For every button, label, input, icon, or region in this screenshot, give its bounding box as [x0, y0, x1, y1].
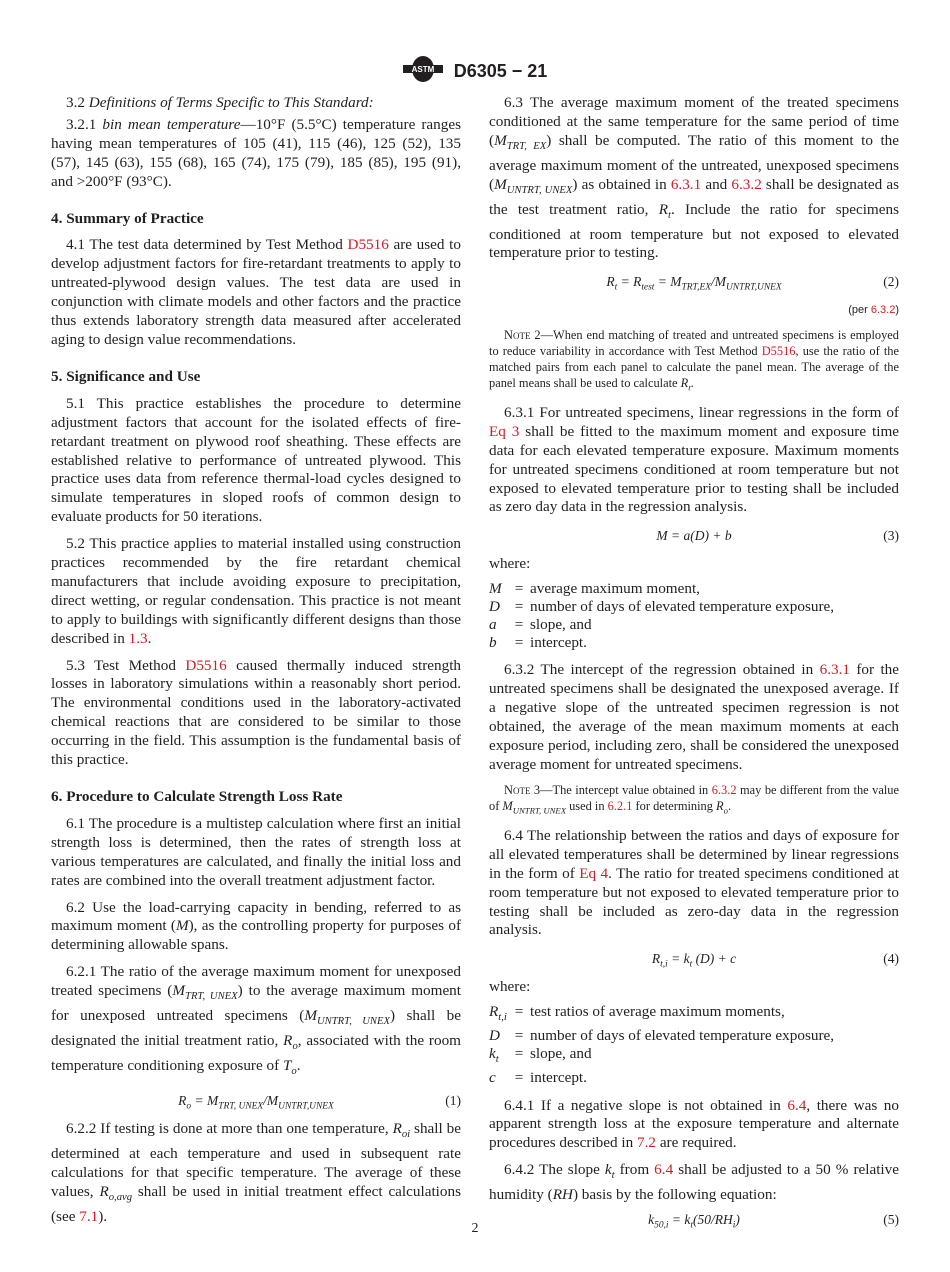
where-label: where: — [489, 555, 531, 573]
page-header — [0, 55, 950, 88]
link-6-3-2[interactable]: 6.3.2 — [731, 175, 762, 193]
section-6-heading: 6. Procedure to Calculate Strength Loss Rate — [51, 788, 343, 805]
definition-row: D = number of days of elevated temperature exposure, — [489, 598, 835, 616]
section-6-3-2: 6.3.2 The intercept of the regression obtained in 6.3.1 for the untreated specimens shall be designated the unexposed average. If a negative slope of the untreated specimen regression is not obtained, the average of the mean maximum moments at each exposure period, including zero, shall be considered the unexposed average moment for untreated specimens. — [489, 661, 900, 773]
note-3: Note 3—The intercept value obtained in 6.3.2 may be different from the value of $M_{UNTRT, UNEX}$ used in 6.2.1 for determining $R_o$. — [489, 782, 899, 816]
equation-2 — [489, 271, 899, 293]
link-7-1[interactable]: 7.1 — [79, 1207, 99, 1225]
equation-4-number: (4) — [883, 951, 899, 967]
equation-1-number: (1) — [445, 1092, 461, 1108]
link-6-3-1[interactable]: 6.3.1 — [819, 661, 850, 679]
per-reference: (per 6.3.2) — [848, 304, 899, 317]
section-6-3-1: 6.3.1 For untreated specimens, linear regressions in the form of Eq 3 shall be fitted to the maximum moment and exposure time data for each elevated temperature exposure. Maximum moments for untreated specimens conditioned at room temperature but not exposed to elevated temperature prior to testing shall be included as zero day data in the regression analysis. — [489, 403, 899, 516]
section-5-1: 5.1 This practice establishes the procedure to determine adjustment factors that account for the isolated effects of fire-retardant treatment on plywood roof sheathing. These effects are established relative to performance of untreated plywood. This practice uses data from reference thermal-load cycles designed to simulate temperatures in sloped roofs of common design to evaluate products for 50 iterations. — [51, 394, 461, 526]
link-6-4[interactable]: 6.4 — [654, 1161, 674, 1179]
equation-5-formula: $k_{50,i} = k_t(50/RH_i)$ — [648, 1212, 740, 1231]
document-designation: D6305 − 21 — [453, 61, 548, 81]
section-3-2-1: 3.2.1 bin mean temperature—10°F (5.5°C) temperature ranges having mean temperatures of 105 (41), 115 (46), 125 (52), 135 (57), 145 (63), 155 (68), 165 (74), 175 (79), 185 (85), 195 (91), and >200°F (93°C). — [51, 115, 461, 190]
equation-1 — [51, 1090, 461, 1112]
link-d5516[interactable]: D5516 — [347, 236, 389, 254]
equation-1-formula: $R_o = M_{TRT, UNEX}/M_{UNTRT,UNEX}$ — [178, 1092, 334, 1112]
section-6-4-2: 6.4.2 The slope $k_t$ from 6.4 shall be adjusted to a 50 % relative humidity (RH) basis by the following equation: — [489, 1161, 899, 1204]
definition-row: c = intercept. — [489, 1068, 587, 1086]
definition-row: $R_{t,i}$ = test ratios of average maximum moments, — [489, 1003, 785, 1024]
link-6-3-2[interactable]: 6.3.2 — [870, 304, 896, 317]
section-4-heading: 4. Summary of Practice — [51, 209, 204, 227]
link-6-3-2[interactable]: 6.3.2 — [711, 782, 737, 797]
equation-2-formula: $R_t = R_{test} = M_{TRT,EX}/M_{UNTRT,UNEX}$ — [606, 274, 782, 294]
equation-4-formula: $R_{t,i} = k_t$ (D) + c — [651, 951, 737, 971]
section-6-4-1: 6.4.1 If a negative slope is not obtained in 6.4, there was no apparent strength loss at the exposure temperature and alternate procedures described in 7.2 are required. — [489, 1096, 899, 1152]
definition-row: D = number of days of elevated temperature exposure, — [489, 1027, 835, 1045]
astm-logo-icon — [403, 55, 443, 88]
section-6-4: 6.4 The relationship between the ratios and days of exposure for all elevated temperatures shall be determined by linear regressions in the form of Eq 4. The ratio for treated specimens conditioned at room temperature but not exposed to elevated temperature prior to testing shall be included as zero-day data in the regression analysis. — [489, 826, 899, 939]
section-6-2-1: 6.2.1 The ratio of the average maximum moment for unexposed treated specimens $(M_{TRT, UNEX})$ to the average maximum moment for unexposed untreated specimens $(M_{UNTRT, UNEX})$ shall be designated the initial treatment ratio, $R_o$, associated with the room temperature conditioning exposure of $T_o$. — [51, 963, 461, 1077]
section-6-3: 6.3 The average maximum moment of the treated specimens conditioned at the same temperature for the same period of time $(M_{TRT, EX})$ shall be computed. The ratio of this moment to the average maximum moment of the untreated, unexposed specimens $(M_{UNTRT, UNEX})$ as obtained in 6.3.1 and 6.3.2 shall be designated as the test treatment ratio, $R_t$. Include the ratio for specimens conditioned at room temperature but not exposed to elevated temperature prior to testing. — [489, 94, 900, 262]
link-6-2-1[interactable]: 6.2.1 — [607, 798, 633, 813]
section-5-heading: 5. Significance and Use — [51, 367, 201, 385]
link-d5516[interactable]: D5516 — [185, 656, 227, 674]
definition-row: a = slope, and — [489, 615, 592, 633]
link-6-3-1[interactable]: 6.3.1 — [670, 175, 702, 193]
link-6-4[interactable]: 6.4 — [787, 1096, 807, 1114]
section-5-2: 5.2 This practice applies to material installed using construction practices recommended by the fire retardant chemical manufacturers that include avoiding exposure to precipitation, direct wetting, or regular condensation. This practice is not meant to apply to buildings with significantly different designs than those described in 1.3. — [51, 535, 461, 647]
definition-row: $k_t$ = slope, and — [489, 1044, 592, 1065]
note-2: Note 2—When end matching of treated and untreated specimens is employed to reduce variability in accordance with Test Method D5516, use the ratio of the matched pairs from each panel to calculate the panel mean. The average of the panel means shall be used to calculate $R_t$. — [489, 328, 900, 393]
where-label: where: — [489, 978, 531, 996]
section-6-1: 6.1 The procedure is a multistep calculation where first an initial strength loss is determined, then the rates of strength loss at various temperatures are calculated, and finally the initial loss and rates are combined into the overall treatment adjustment factor. — [51, 814, 461, 889]
link-7-2[interactable]: 7.2 — [637, 1134, 657, 1152]
definition-list-2 — [489, 1003, 899, 1086]
section-5-3: 5.3 Test Method D5516 caused thermally induced strength losses in laboratory simulations within a reasonably short period. The environmental conditions used in the laboratory-activated chemical reactions that are considered to be similar to those occurring in the field. This assumption is the fundamental basis of this practice. — [51, 656, 462, 769]
section-3-2: 3.2 Definitions of Terms Specific to This Standard: — [66, 94, 374, 111]
definition-row: b = intercept. — [489, 633, 587, 651]
link-1-3[interactable]: 1.3 — [128, 629, 148, 647]
section-6-2-2: 6.2.2 If testing is done at more than one temperature, $R_{oi}$ shall be determined at each temperature and used in subsequent rate calculations for that specific temperature. The average of these values, $R_{o,avg}$ shall be used in initial treatment effect calculations (see 7.1). — [51, 1119, 461, 1225]
equation-4 — [489, 948, 899, 970]
page-number: 2 — [471, 1221, 479, 1236]
link-eq-3[interactable]: Eq 3 — [489, 422, 520, 440]
section-6-2: 6.2 Use the load-carrying capacity in bending, referred to as maximum moment (M), as the controlling property for purposes of determining allowable spans. — [51, 898, 462, 954]
equation-3-formula: M = a(D) + b — [656, 528, 732, 544]
definition-list-1 — [489, 580, 899, 651]
equation-3-number: (3) — [883, 528, 899, 544]
left-column — [51, 94, 461, 1235]
equation-2-number: (2) — [883, 274, 899, 290]
right-column — [489, 94, 899, 1239]
definition-row: M = average maximum moment, — [489, 580, 700, 598]
link-eq-4[interactable]: Eq 4 — [579, 864, 609, 882]
equation-5-number: (5) — [883, 1212, 899, 1228]
svg-text:ASTM: ASTM — [411, 65, 435, 74]
link-d5516[interactable]: D5516 — [761, 344, 796, 359]
section-4-1: 4.1 The test data determined by Test Method D5516 are used to develop adjustment factors for fire-retardant treatments to apply to untreated-plywood design values. The test data are used in conjunction with climate models and other factors and the practice thus extends laboratory strength data measured after accelerated aging to design value recommendations. — [51, 236, 461, 348]
equation-3 — [489, 525, 899, 547]
